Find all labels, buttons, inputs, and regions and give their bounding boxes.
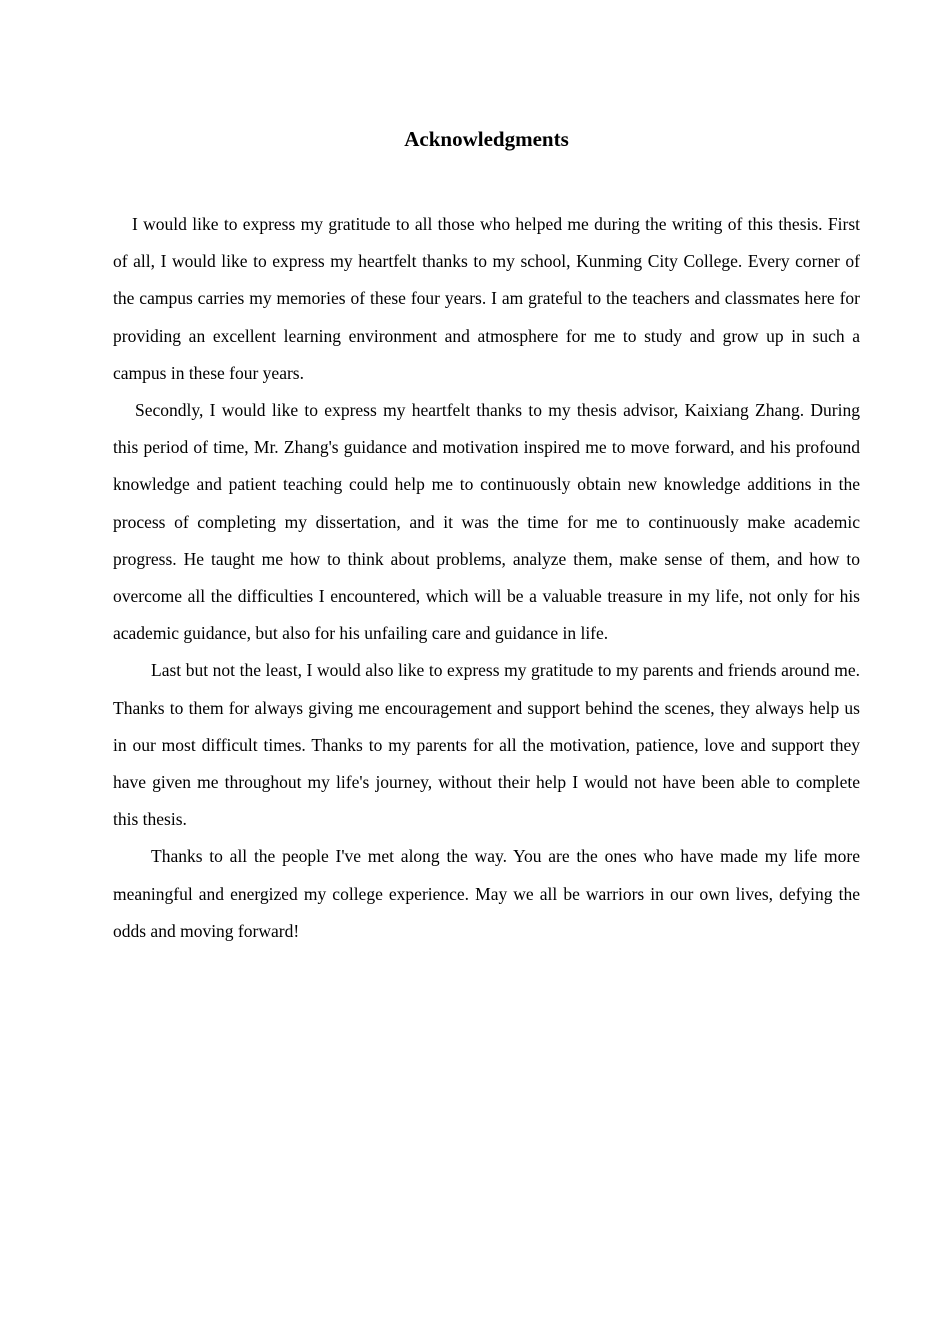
paragraph-thesis-advisor: Secondly, I would like to express my heartfelt thanks to my thesis advisor, Kaixiang Zhang. During this period of time, Mr. Zhang's guidance and motivation inspired me to move forward, and his profound knowledge and patient teaching could help me to continuously obtain new knowledge additions in the process of completing my dissertation, and it was the time for me to continuously make academic progress. He taught me how to think about problems, analyze them, make sense of them, and how to overcome all the difficulties I encountered, which will be a valuable treasure in my life, not only for his academic guidance, but also for his unfailing care and guidance in life. <box>113 400 860 644</box>
paragraph-gratitude-school: I would like to express my gratitude to all those who helped me during the writing of this thesis. First of all, I would like to express my heartfelt thanks to my school, Kunming City College. Every corner of the campus carries my memories of these four years. I am grateful to the teachers and classmates here for providing an excellent learning environment and atmosphere for me to study and grow up in such a campus in these four years. <box>113 214 860 383</box>
paragraph-closing: Thanks to all the people I've met along the way. You are the ones who have made my life more meaningful and energized my college experience. May we all be warriors in our own lives, defying the odds and moving forward! <box>113 846 860 941</box>
paragraph-parents-friends: Last but not the least, I would also like to express my gratitude to my parents and friends around me. Thanks to them for always giving me encouragement and support behind the scenes, they always help us in our most difficult times. Thanks to my parents for all the motivation, patience, love and support they have given me throughout my life's journey, without their help I would not have been able to complete this thesis. <box>113 660 860 830</box>
page-title: Acknowledgments <box>404 127 569 151</box>
document-body <box>113 206 860 950</box>
